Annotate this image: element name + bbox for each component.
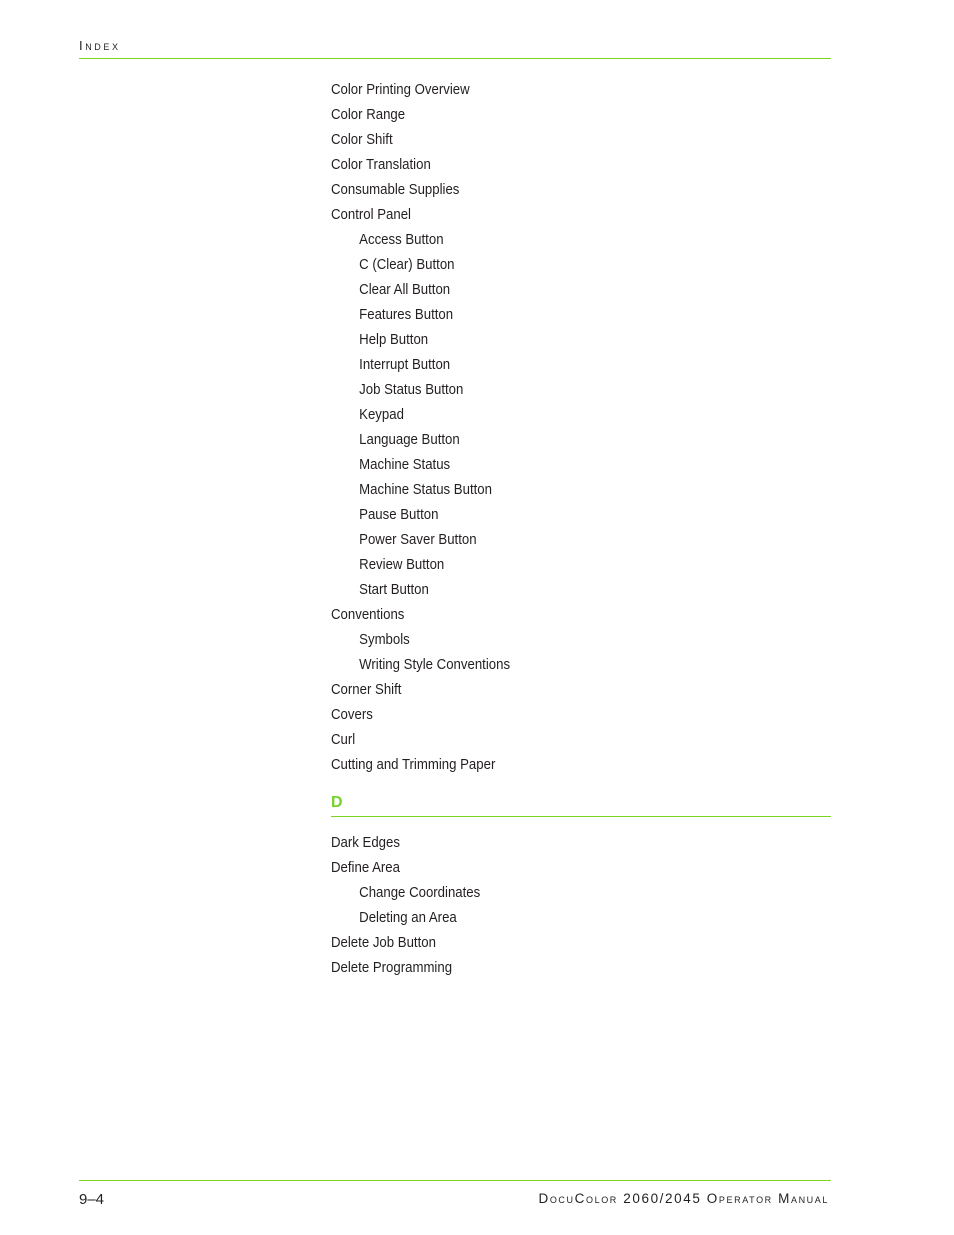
header-rule <box>79 58 831 59</box>
index-subentry: Interrupt Button <box>359 356 451 373</box>
running-head: Index <box>79 38 121 53</box>
index-section-c <box>331 77 831 777</box>
index-entry: Define Area <box>331 859 400 876</box>
index-entry: Corner Shift <box>331 681 402 698</box>
index-subentry: Writing Style Conventions <box>359 656 511 673</box>
index-subentry: Clear All Button <box>359 281 451 298</box>
index-subentry: C (Clear) Button <box>359 256 455 273</box>
index-entry: Color Printing Overview <box>331 81 470 98</box>
index-subentry: Change Coordinates <box>359 884 481 901</box>
index-section-d <box>331 830 831 980</box>
index-entry: Curl <box>331 731 356 748</box>
index-subentry: Start Button <box>359 581 429 598</box>
index-entry: Conventions <box>331 606 405 623</box>
index-subentry: Power Saver Button <box>359 531 477 548</box>
section-d-rule <box>331 816 831 817</box>
index-entry: Control Panel <box>331 206 411 223</box>
index-subentry: Job Status Button <box>359 381 464 398</box>
running-foot: DocuColor 2060/2045 Operator Manual <box>538 1191 829 1206</box>
index-entry: Delete Programming <box>331 959 453 976</box>
index-entry: Consumable Supplies <box>331 181 460 198</box>
index-entry: Delete Job Button <box>331 934 436 951</box>
index-subentry: Review Button <box>359 556 445 573</box>
index-entry: Covers <box>331 706 373 723</box>
index-entry: Color Range <box>331 106 406 123</box>
page-number: 9–4 <box>79 1191 105 1208</box>
section-letter-d: D <box>331 794 343 811</box>
index-subentry: Machine Status Button <box>359 481 492 498</box>
index-subentry: Features Button <box>359 306 454 323</box>
index-subentry: Access Button <box>359 231 444 248</box>
index-subentry: Deleting an Area <box>359 909 457 926</box>
index-subentry: Machine Status <box>359 456 451 473</box>
index-subentry: Language Button <box>359 431 460 448</box>
index-entry: Color Shift <box>331 131 393 148</box>
index-entry: Dark Edges <box>331 834 400 851</box>
index-subentry: Pause Button <box>359 506 439 523</box>
footer-rule <box>79 1180 831 1181</box>
index-subentry: Keypad <box>359 406 404 423</box>
index-subentry: Symbols <box>359 631 410 648</box>
index-entry: Color Translation <box>331 156 431 173</box>
index-entry: Cutting and Trimming Paper <box>331 756 496 773</box>
index-subentry: Help Button <box>359 331 429 348</box>
